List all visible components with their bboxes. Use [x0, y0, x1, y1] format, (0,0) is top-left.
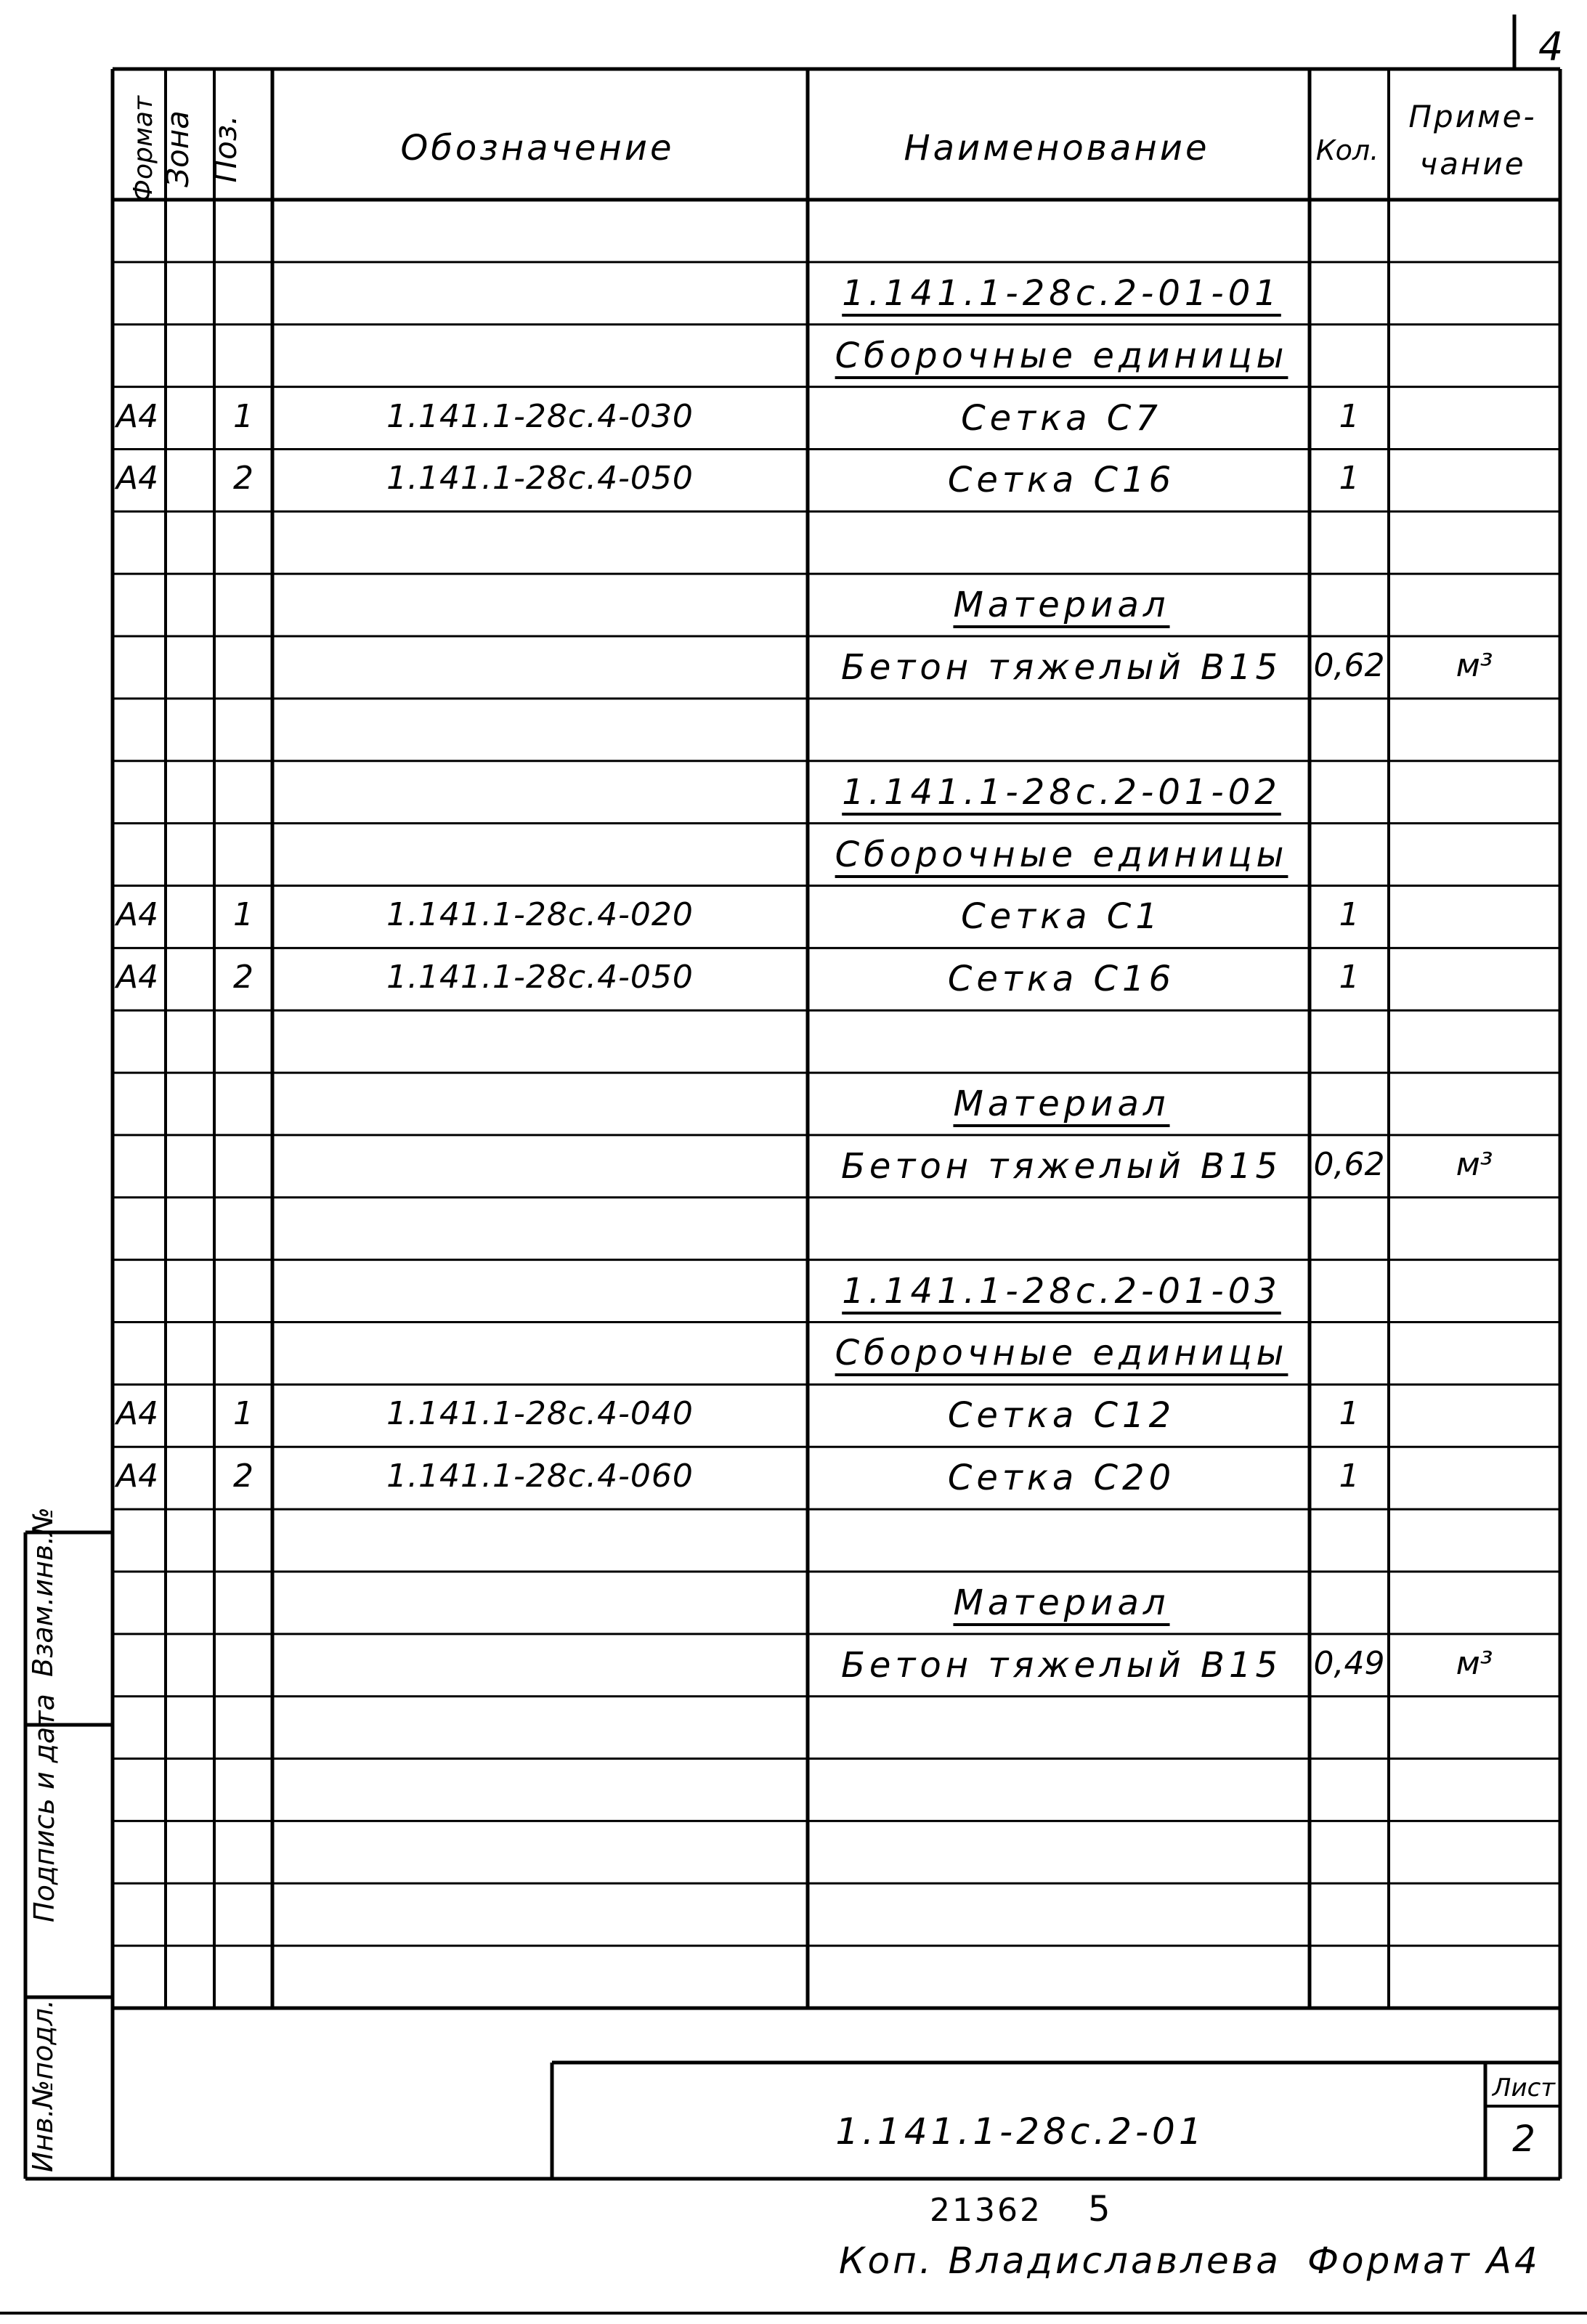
title-sheet-number: 2: [1512, 2118, 1535, 2160]
row-name: Бетон тяжелый В15: [840, 646, 1283, 688]
header-format: Формат: [129, 95, 158, 203]
row-format: А4: [116, 1458, 159, 1495]
row-pos: 1: [233, 1395, 253, 1433]
row-name: Бетон тяжелый В15: [840, 1145, 1283, 1187]
stamp-inv-orig: Инв.№подл.: [27, 1999, 59, 2173]
header-name: Наименование: [904, 128, 1210, 168]
row-designation: 1.141.1-28с.4-040: [386, 1395, 694, 1433]
title-sheet-label: Лист: [1492, 2073, 1556, 2102]
row-designation: 1.141.1-28с.4-050: [386, 460, 694, 497]
row-name: Материал: [953, 1084, 1170, 1124]
row-name: 1.141.1-28с.2-01-02: [842, 771, 1281, 813]
stamp-inv-replace: Взам.инв.№: [27, 1507, 59, 1677]
archive-sheet: 5: [1088, 2189, 1111, 2230]
row-qty: 1: [1339, 460, 1360, 497]
row-name: Сетка С12: [947, 1395, 1176, 1437]
row-pos: 2: [233, 1458, 253, 1495]
row-note: м³: [1456, 1644, 1493, 1682]
row-name: 1.141.1-28с.2-01-01: [842, 272, 1281, 314]
row-designation: 1.141.1-28с.4-030: [386, 397, 694, 435]
row-name: Сетка С16: [947, 460, 1176, 501]
page-number: 4: [1538, 24, 1564, 70]
row-pos: 1: [233, 397, 253, 435]
row-name: Сборочные единицы: [835, 834, 1288, 875]
row-format: А4: [116, 460, 159, 497]
format-label: Формат А4: [1307, 2240, 1541, 2282]
row-format: А4: [116, 959, 159, 996]
row-qty: 0,49: [1313, 1644, 1385, 1682]
stamp-sign-date: Подпись и дата: [28, 1694, 60, 1922]
row-pos: 2: [233, 460, 253, 497]
row-qty: 1: [1339, 1458, 1360, 1495]
header-qty: Кол.: [1315, 134, 1379, 166]
header-note-1: Приме-: [1408, 99, 1537, 134]
row-format: А4: [116, 896, 159, 934]
row-note: м³: [1456, 1145, 1493, 1183]
row-name: Сетка С16: [947, 959, 1176, 1000]
row-name: Сборочные единицы: [835, 1333, 1288, 1374]
row-qty: 0,62: [1313, 1145, 1385, 1183]
row-pos: 2: [233, 959, 253, 996]
copied-by: Коп. Владиславлева: [839, 2240, 1281, 2282]
row-name: Сетка С20: [947, 1458, 1176, 1499]
row-qty: 1: [1339, 959, 1360, 996]
row-format: А4: [116, 397, 159, 435]
header-zone: Зона: [160, 110, 195, 187]
row-name: Сетка С7: [961, 397, 1162, 439]
row-designation: 1.141.1-28с.4-050: [386, 959, 694, 996]
header-pos: Поз.: [208, 115, 243, 183]
row-qty: 1: [1339, 896, 1360, 934]
row-name: Сетка С1: [961, 896, 1162, 938]
row-note: м³: [1456, 646, 1493, 684]
title-document-code: 1.141.1-28с.2-01: [835, 2110, 1206, 2153]
row-pos: 1: [233, 896, 253, 934]
row-designation: 1.141.1-28с.4-060: [386, 1458, 694, 1495]
row-name: Бетон тяжелый В15: [840, 1644, 1283, 1686]
header-designation: Обозначение: [400, 128, 675, 168]
row-qty: 1: [1339, 397, 1360, 435]
row-name: Материал: [953, 1582, 1170, 1623]
archive-number: 21362: [930, 2192, 1042, 2229]
header-note-2: чание: [1419, 146, 1526, 182]
row-designation: 1.141.1-28с.4-020: [386, 896, 694, 934]
row-qty: 0,62: [1313, 646, 1385, 684]
row-format: А4: [116, 1395, 159, 1433]
row-qty: 1: [1339, 1395, 1360, 1433]
row-name: Сборочные единицы: [835, 335, 1288, 376]
row-name: Материал: [953, 585, 1170, 626]
row-name: 1.141.1-28с.2-01-03: [842, 1270, 1281, 1312]
